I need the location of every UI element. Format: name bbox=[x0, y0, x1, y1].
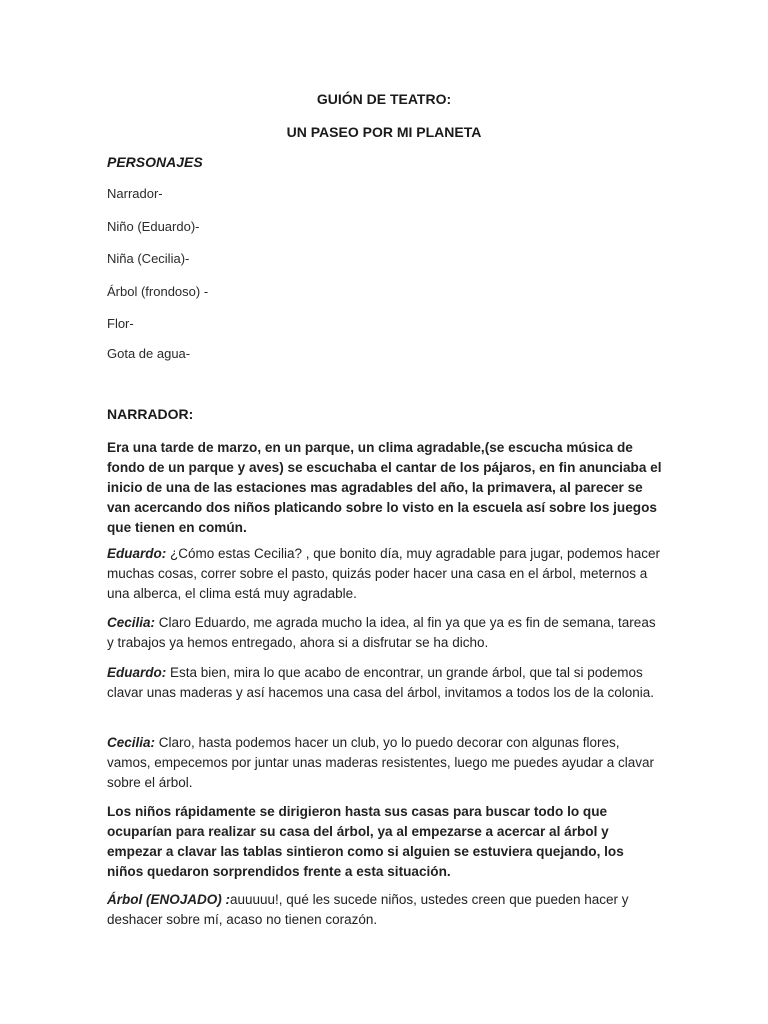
dialogue-paragraph bbox=[107, 663, 662, 703]
script-title: GUIÓN DE TEATRO: bbox=[316, 91, 452, 107]
speaker-name: Eduardo: bbox=[107, 665, 167, 680]
character-item: Árbol (frondoso) - bbox=[107, 284, 209, 299]
dialogue-paragraph bbox=[107, 733, 662, 793]
dialogue-text: Claro Eduardo, me agrada mucho la idea, al fin ya que ya es fin de semana, tareas y trabajos ya hemos entregado, ahora si a disfrutar se ha dicho. bbox=[107, 615, 656, 650]
play-title: UN PASEO POR MI PLANETA bbox=[286, 124, 482, 140]
dialogue-paragraph bbox=[107, 544, 662, 604]
speaker-name: Cecilia: bbox=[107, 735, 156, 750]
character-item: Niño (Eduardo)- bbox=[107, 219, 200, 234]
dialogue-paragraph bbox=[107, 890, 662, 930]
character-item: Niña (Cecilia)- bbox=[107, 251, 190, 266]
speaker-name: Eduardo: bbox=[107, 546, 167, 561]
narrator-heading: NARRADOR: bbox=[107, 406, 194, 422]
speaker-name: Cecilia: bbox=[107, 615, 156, 630]
dialogue-paragraph bbox=[107, 613, 662, 653]
speaker-name: Árbol (ENOJADO) : bbox=[107, 892, 230, 907]
dialogue-text: ¿Cómo estas Cecilia? , que bonito día, muy agradable para jugar, podemos hacer muchas cosas, correr sobre el pasto, quizás poder hacer una casa en el árbol, meternos a una alberca, el clima está muy agradable. bbox=[107, 546, 661, 601]
dialogue-text: auuuuu!, qué les sucede niños, ustedes creen que pueden hacer y deshacer sobre mí, acaso no tienen corazón. bbox=[107, 892, 629, 927]
character-item: Gota de agua- bbox=[107, 346, 191, 361]
dialogue-text: Esta bien, mira lo que acabo de encontrar, un grande árbol, que tal si podemos clavar unas maderas y así hacemos una casa del árbol, invitamos a todos los de la colonia. bbox=[107, 665, 655, 700]
narration-paragraph: Los niños rápidamente se dirigieron hasta sus casas para buscar todo lo que ocuparían para realizar su casa del árbol, ya al empezarse a acercar al árbol y empezar a clavar las tablas sintieron como si alguien se estuviera quejando, los niños quedaron sorprendidos frente a esta situación. bbox=[107, 804, 624, 879]
narration-paragraph: Era una tarde de marzo, en un parque, un clima agradable,(se escucha música de fondo de un parque y aves) se escuchaba el cantar de los pájaros, en fin anunciaba el inicio de una de las estaciones mas agradables del año, la primavera, al parecer se van acercando dos niños platicando sobre lo visto en la escuela así sobre los juegos que tienen en común. bbox=[107, 440, 662, 535]
characters-heading: PERSONAJES bbox=[107, 154, 203, 170]
character-item: Flor- bbox=[107, 316, 134, 331]
character-item: Narrador- bbox=[107, 186, 163, 201]
dialogue-text: Claro, hasta podemos hacer un club, yo lo puedo decorar con algunas flores, vamos, empecemos por juntar unas maderas resistentes, luego me puedes ayudar a clavar sobre el árbol. bbox=[107, 735, 655, 790]
